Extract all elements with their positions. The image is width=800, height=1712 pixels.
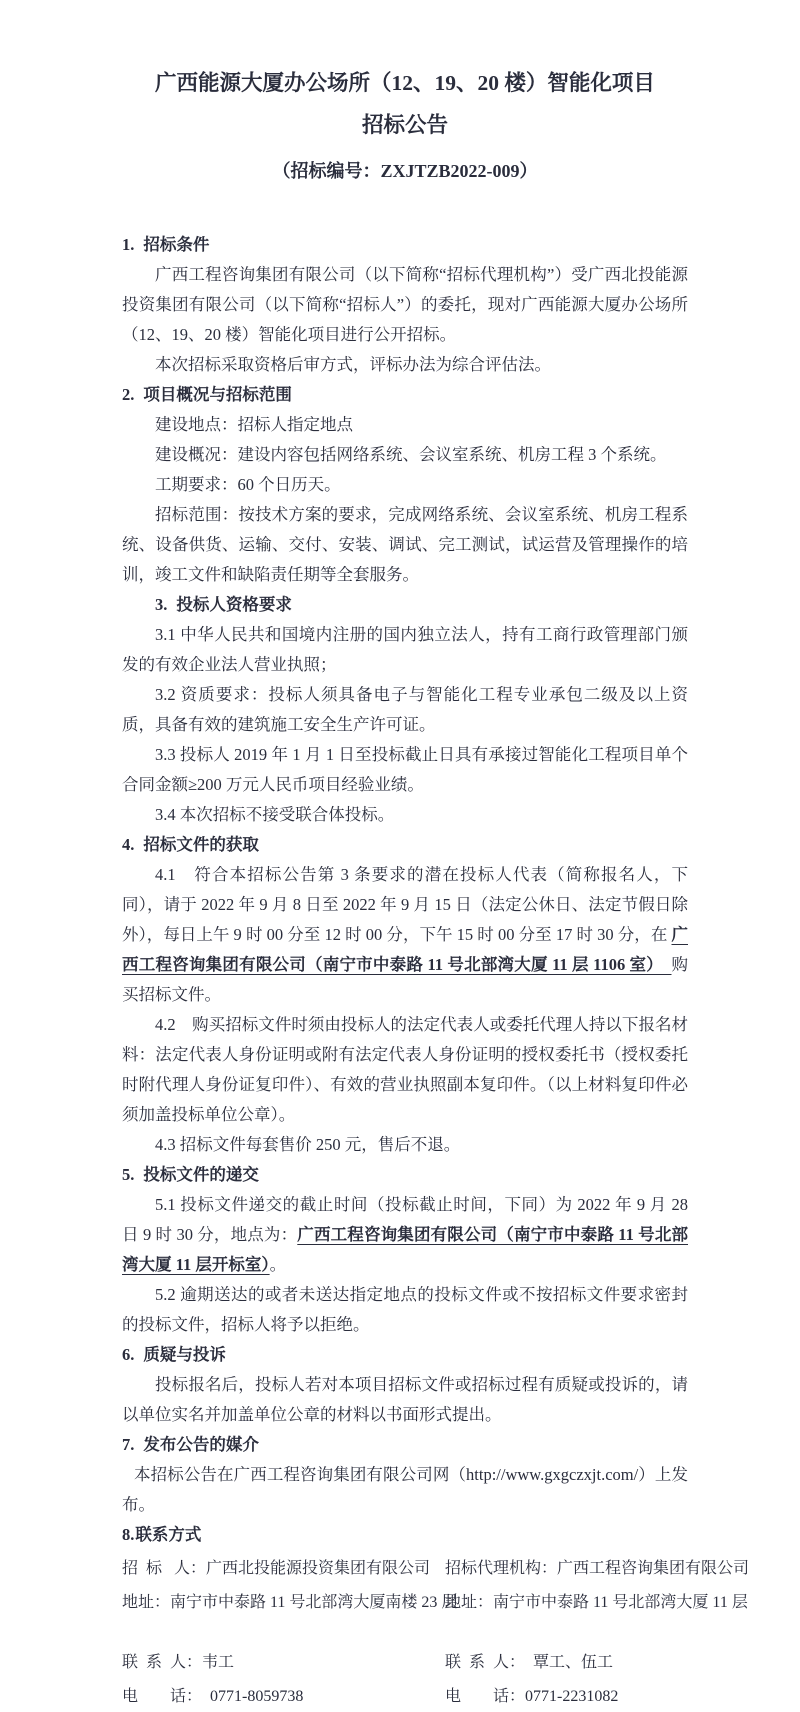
contact-spacer: [122, 1618, 762, 1644]
section-5-number: 5.: [122, 1165, 135, 1184]
para-s1-1: 广西工程咨询集团有限公司（以下简称“招标代理机构”）受广西北投能源投资集团有限公司（以下简称“招标人”）的委托，现对广西能源大厦办公场所（12、19、20 楼）智能化项目进行公开招标。: [122, 265, 688, 344]
section-1-heading: [122, 230, 688, 260]
section-5-heading: [122, 1160, 688, 1190]
section-8-heading: [122, 1520, 688, 1550]
para-s1-2: 本次招标采取资格后审方式，评标办法为综合评估法。: [155, 355, 551, 374]
para-s5-2: 5.2 逾期送达的或者未送达指定地点的投标文件或不按招标文件要求密封的投标文件，招标人将予以拒绝。: [122, 1285, 688, 1334]
section-4-title: 招标文件的获取: [143, 835, 259, 854]
section-3-number: 3.: [155, 595, 168, 614]
contact-row-addresses: [122, 1588, 762, 1618]
section-3-heading: [122, 590, 688, 620]
section-2-heading: [122, 380, 688, 410]
tenderer-contact-person: 联 系 人：韦工: [122, 1654, 235, 1671]
section-8-number: 8.: [122, 1525, 135, 1544]
para-s6-1: 投标报名后，投标人若对本项目招标文件或招标过程有质疑或投诉的，请以单位实名并加盖单位公章的材料以书面形式提出。: [122, 1375, 688, 1424]
section-6-number: 6.: [122, 1345, 135, 1364]
para-s4-1: [122, 860, 688, 1010]
section-7-heading: [122, 1430, 688, 1460]
para-s5-1: [122, 1190, 688, 1280]
document-title-line1: 广西能源大厦办公场所（12、19、20 楼）智能化项目: [155, 71, 655, 95]
contact-section: [122, 1554, 762, 1712]
section-4-number: 4.: [122, 835, 135, 854]
para-s4-3: 4.3 招标文件每套售价 250 元，售后不退。: [155, 1135, 461, 1154]
section-1-title: 招标条件: [143, 235, 210, 254]
para-construction-overview: 建设概况：建设内容包括网络系统、会议室系统、机房工程 3 个系统。: [155, 445, 667, 464]
agency-address: 地址：南宁市中泰路 11 号北部湾大厦 11 层: [445, 1594, 748, 1611]
section-7-number: 7.: [122, 1435, 135, 1454]
contact-row-phones: [122, 1682, 762, 1712]
purchase-location-underlined: 广西工程咨询集团有限公司（南宁市中泰路 11 号北部湾大厦 11 层 1106 室）: [122, 925, 688, 974]
section-2-number: 2.: [122, 385, 135, 404]
para-s3-3: 3.3 投标人 2019 年 1 月 1 日至投标截止日具有承接过智能化工程项目单个合同金额≥200 万元人民币项目经验业绩。: [122, 745, 688, 794]
tenderer-address: 地址：南宁市中泰路 11 号北部湾大厦南楼 23 层: [122, 1594, 458, 1611]
section-5-title: 投标文件的递交: [143, 1165, 259, 1184]
para-announcement-media: 本招标公告在广西工程咨询集团有限公司网（http://www.gxgczxjt.com/）上发布。: [122, 1465, 688, 1514]
para-tender-scope: 招标范围：按技术方案的要求，完成网络系统、会议室系统、机房工程系统、设备供货、运输、交付、安装、调试、完工测试，试运营及管理操作的培训，竣工文件和缺陷责任期等全套服务。: [122, 505, 688, 584]
section-6-title: 质疑与投诉: [143, 1345, 226, 1364]
section-7-title: 发布公告的媒介: [143, 1435, 259, 1454]
agency-phone: 电 话：0771-2231082: [445, 1688, 619, 1705]
document-title-line2: 招标公告: [361, 113, 448, 137]
contact-row-persons: [122, 1648, 762, 1678]
para-s4-2: 4.2 购买招标文件时须由投标人的法定代表人或委托代理人持以下报名材料：法定代表人身份证明或附有法定代表人身份证明的授权委托书（授权委托时附代理人身份证复印件）、有效的营业执照副本复印件。（以上材料复印件必须加盖投标单位公章）。: [122, 1015, 688, 1124]
para-construction-period: 工期要求：60 个日历天。: [155, 475, 341, 494]
section-8-title: 联系方式: [135, 1525, 202, 1544]
document-body: [122, 62, 688, 1550]
para-construction-site: 建设地点：招标人指定地点: [155, 415, 353, 434]
text-run: 4.1 符合本招标公告第 3 条要求的潜在投标人代表（简称报名人，下同），请于 2022 年 9 月 8 日至 2022 年 9 月 15 日（法定公休日、法定节假日除外），每日上午 9 时 00 分至 12 时 00 分，下午 15 时 00 分至 17 时 30 分，在: [122, 865, 688, 944]
tender-number: （招标编号：ZXJTZB2022-009）: [272, 161, 538, 181]
agency-contact-person: 联 系 人： 覃工、伍工: [445, 1654, 614, 1671]
tenderer-phone: 电 话： 0771-8059738: [122, 1688, 304, 1705]
tenderer-name: 招 标 人：广西北投能源投资集团有限公司: [122, 1560, 431, 1577]
text-run: 5.1 投标文件递交的截止时间（投标截止时间，下同）为 2022 年 9 月 28 日 9 时 30 分，地点为：: [122, 1195, 688, 1244]
para-s3-1: 3.1 中华人民共和国境内注册的国内独立法人，持有工商行政管理部门颁发的有效企业法人营业执照；: [122, 625, 688, 674]
section-3-title: 投标人资格要求: [176, 595, 292, 614]
section-6-heading: [122, 1340, 688, 1370]
contact-row-names: [122, 1554, 762, 1584]
submission-location-underlined: 广西工程咨询集团有限公司（南宁市中泰路 11 号北部湾大厦 11 层开标室）: [122, 1225, 689, 1274]
para-s3-4: 3.4 本次招标不接受联合体投标。: [155, 805, 395, 824]
text-run: 购买招标文件。: [122, 955, 688, 1004]
section-4-heading: [122, 830, 688, 860]
section-1-number: 1.: [122, 235, 135, 254]
section-2-title: 项目概况与招标范围: [143, 385, 292, 404]
agency-name: 招标代理机构：广西工程咨询集团有限公司: [445, 1560, 750, 1577]
para-s3-2: 3.2 资质要求：投标人须具备电子与智能化工程专业承包二级及以上资质，具备有效的建筑施工安全生产许可证。: [122, 685, 688, 734]
text-run: 。: [269, 1255, 287, 1274]
